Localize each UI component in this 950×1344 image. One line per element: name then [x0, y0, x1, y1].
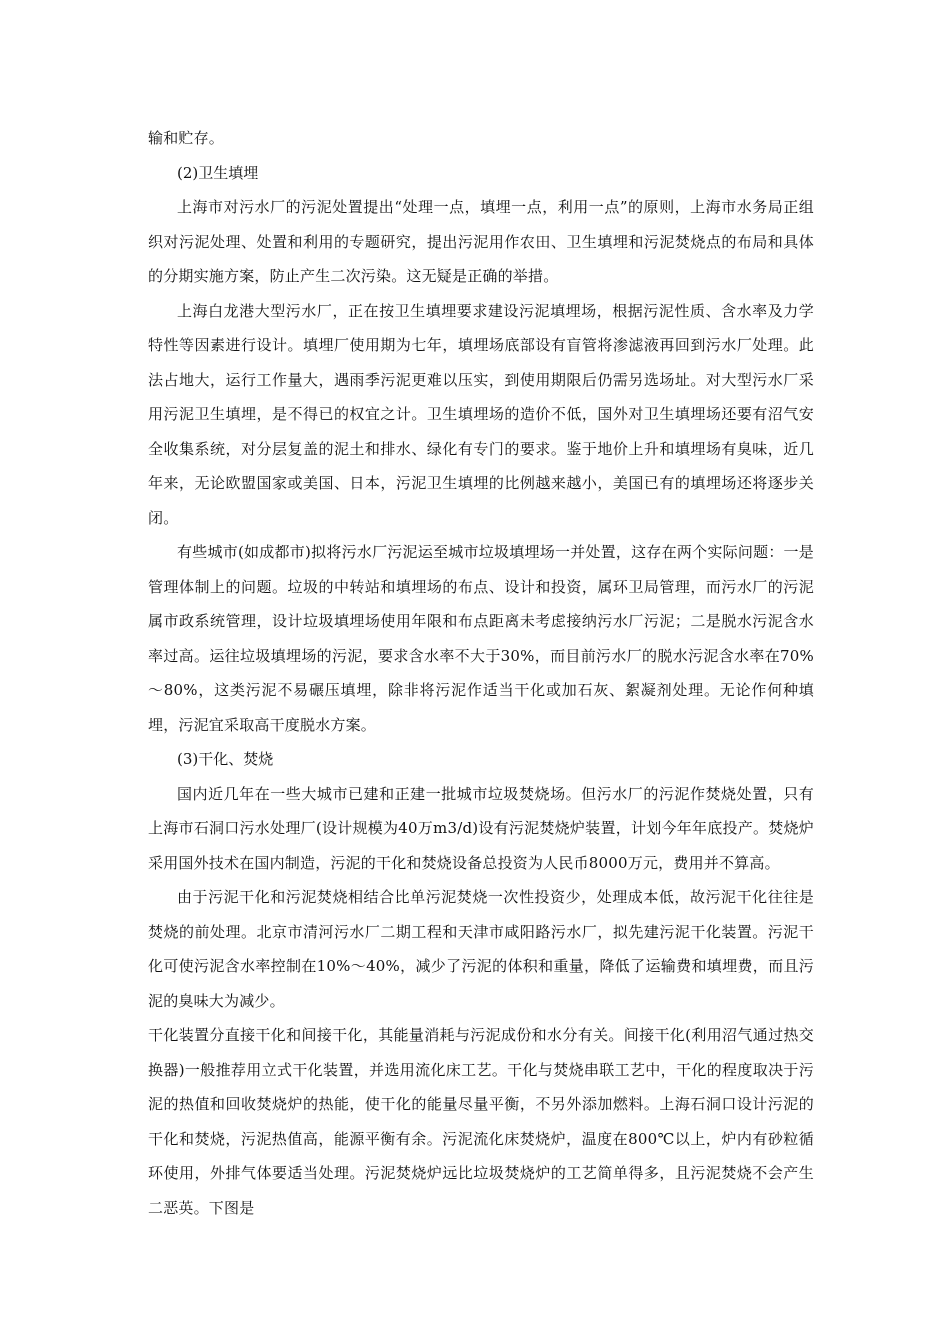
paragraph-continuation: 输和贮存。	[148, 129, 225, 147]
paragraph-shanghai-policy: 上海市对污水厂的污泥处置提出“处理一点，填埋一点，利用一点”的原则，上海市水务局正组织对污泥处理、处置和利用的专题研究，提出污泥用作农田、卫生填埋和污泥焚烧点的布局和具体的分期实施方案，防止产生二次污染。这无疑是正确的举措。	[148, 198, 814, 285]
paragraph-incineration-plants: 国内近几年在一些大城市已建和正建一批城市垃圾焚烧场。但污水厂的污泥作焚烧处置，只有上海市石洞口污水处理厂(设计规模为40万m3/d)设有污泥焚烧炉装置，计划今年年底投产。焚烧炉采用国外技术在国内制造，污泥的干化和焚烧设备总投资为人民币8000万元，费用并不算高。	[148, 784, 814, 872]
paragraph-bailonggang-landfill: 上海白龙港大型污水厂，正在按卫生填埋要求建设污泥填埋场，根据污泥性质、含水率及力学特性等因素进行设计。填埋厂使用期为七年，填埋场底部设有盲管将渗滤液再回到污水厂处理。此法占地大，运行工作量大，遇雨季污泥更难以压实，到使用期限后仍需另选场址。对大型污水厂采用污泥卫生填埋，是不得已的权宜之计。卫生填埋场的造价不低，国外对卫生填埋场还要有沼气安全收集系统，对分层复盖的泥土和排水、绿化有专门的要求。鉴于地价上升和填埋场有臭味，近几年来，无论欧盟国家或美国、日本，污泥卫生填埋的比例越来越小，美国已有的填埋场还将逐步关闭。	[148, 301, 814, 527]
section-heading-drying-incineration: (3)干化、焚烧	[177, 750, 274, 768]
paragraph-drying-pretreatment: 由于污泥干化和污泥焚烧相结合比单污泥焚烧一次性投资少，处理成本低，故污泥干化往往是焚烧的前处理。北京市清河污水厂二期工程和天津市咸阳路污水厂，拟先建污泥干化装置。污泥干化可使污泥含水率控制在10%～40%，减少了污泥的体积和重量，降低了运输费和填埋费，而且污泥的臭味大为减少。	[148, 888, 814, 1010]
paragraph-city-landfill-issues: 有些城市(如成都市)拟将污水厂污泥运至城市垃圾填埋场一并处置，这存在两个实际问题：一是管理体制上的问题。垃圾的中转站和填埋场的布点、设计和投资，属环卫局管理，而污水厂的污泥属市政系统管理，设计垃圾填埋场使用年限和布点距离未考虑接纳污水厂污泥；二是脱水污泥含水率过高。运往垃圾填埋场的污泥，要求含水率不大于30%，而目前污水厂的脱水污泥含水率在70%～80%，这类污泥不易碾压填埋，除非将污泥作适当干化或加石灰、絮凝剂处理。无论作何种填埋，污泥宜采取高干度脱水方案。	[148, 543, 814, 734]
section-heading-sanitary-landfill: (2)卫生填埋	[177, 163, 259, 182]
document-body	[148, 121, 814, 1225]
paragraph-drying-equipment: 干化装置分直接干化和间接干化，其能量消耗与污泥成份和水分有关。间接干化(利用沼气通过热交换器)一般推荐用立式干化装置，并选用流化床工艺。干化与焚烧串联工艺中，干化的程度取决于污泥的热值和回收焚烧炉的热能，使干化的能量尽量平衡，不另外添加燃料。上海石洞口设计污泥的干化和焚烧，污泥热值高，能源平衡有余。污泥流化床焚烧炉，温度在800℃以上，炉内有砂粒循环使用，外排气体要适当处理。污泥焚烧炉远比垃圾焚烧炉的工艺简单得多，且污泥焚烧不会产生二恶英。下图是	[148, 1026, 814, 1217]
